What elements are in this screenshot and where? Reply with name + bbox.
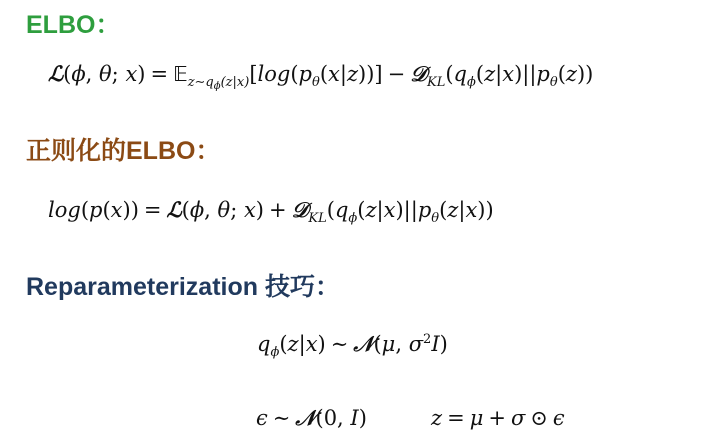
- equation-regularized-elbo: log(p(x)) = ℒ(ϕ, θ; $x) + 𝒟_{KL}(q_\phi(z|x)||p_\theta(z|x))$: [48, 197, 494, 226]
- heading-regularized-elbo: 正则化的ELBO：: [26, 137, 221, 165]
- equation-reparam-distribution: $q_\phi(z|x)$ ∼ 𝒩(μ, $\sigma^2I$): [257, 331, 448, 360]
- equation-reparam-noise: ϵ ∼ 𝒩(0, I): [256, 405, 367, 430]
- equation-elbo: ℒ(ϕ, θ; $x) = 𝔼_{z\sim q_\phi(z|x)}[\log(p_\theta(x|z))]$ − $𝒟_{KL}(q_\phi(z|x)||p_\theta(z))$: [48, 61, 594, 92]
- heading-elbo: ELBO：: [26, 11, 121, 39]
- equation-reparam-sample: z = μ + σ ⊙ ϵ: [431, 406, 565, 430]
- heading-reparameterization: Reparameterization 技巧：: [26, 273, 340, 301]
